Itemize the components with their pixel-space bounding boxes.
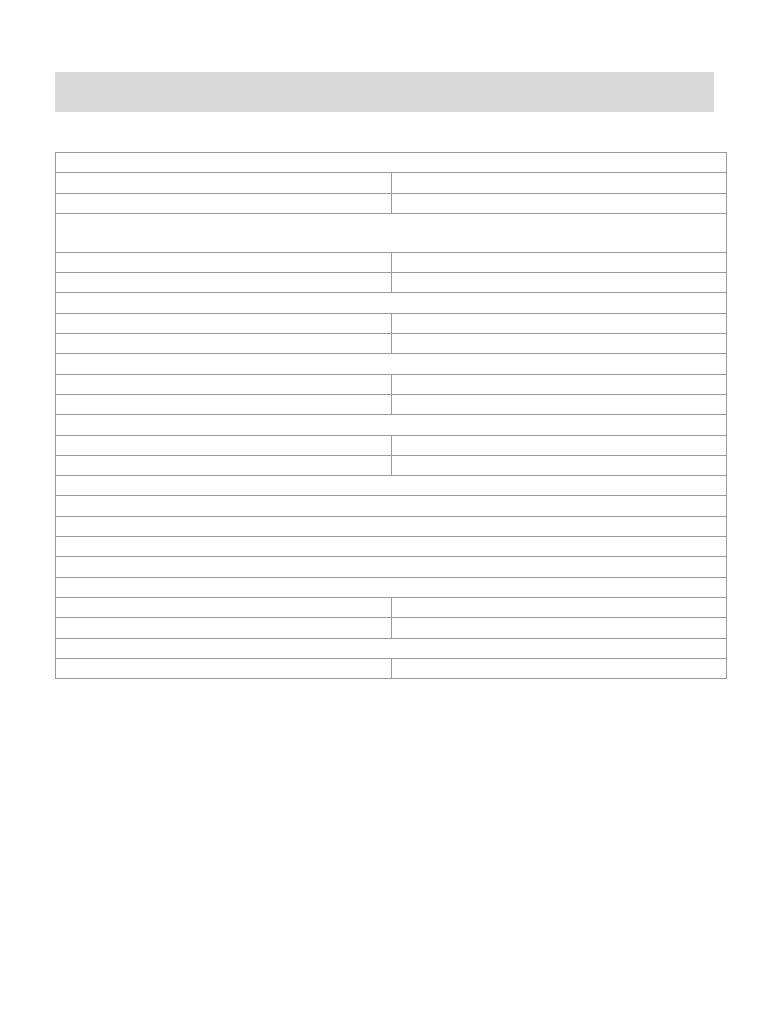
option-row: [56, 496, 727, 516]
question-stem: [56, 638, 727, 658]
option-d[interactable]: [56, 557, 727, 577]
option-a[interactable]: [56, 597, 392, 617]
option-d[interactable]: [391, 193, 727, 213]
option-c[interactable]: [391, 597, 727, 617]
option-c[interactable]: [391, 374, 727, 394]
option-row: [56, 537, 727, 557]
question-row: [56, 293, 727, 313]
question-stem: [56, 354, 727, 374]
option-d[interactable]: [391, 334, 727, 354]
option-c[interactable]: [391, 658, 727, 678]
options-row: [56, 313, 727, 333]
options-row: [56, 455, 727, 475]
question-row: [56, 213, 727, 252]
option-b[interactable]: [56, 516, 727, 536]
option-a[interactable]: [56, 313, 392, 333]
option-a[interactable]: [56, 658, 392, 678]
option-a[interactable]: [56, 173, 392, 193]
options-row: [56, 597, 727, 617]
question-stem: [56, 213, 727, 252]
options-row: [56, 435, 727, 455]
option-b[interactable]: [56, 334, 392, 354]
option-b[interactable]: [56, 394, 392, 414]
question-stem: [56, 415, 727, 435]
option-c[interactable]: [391, 252, 727, 272]
options-row: [56, 334, 727, 354]
document-title-box: [55, 72, 714, 112]
question-stem: [56, 153, 727, 173]
question-stem: [56, 293, 727, 313]
question-row: [56, 577, 727, 597]
options-row: [56, 193, 727, 213]
options-row: [56, 618, 727, 638]
option-d[interactable]: [391, 273, 727, 293]
option-c[interactable]: [391, 313, 727, 333]
question-stem: [56, 476, 727, 496]
option-d[interactable]: [391, 394, 727, 414]
option-b[interactable]: [56, 193, 392, 213]
question-table: [55, 152, 727, 679]
question-row: [56, 638, 727, 658]
option-b[interactable]: [56, 455, 392, 475]
option-a[interactable]: [56, 435, 392, 455]
option-c[interactable]: [391, 435, 727, 455]
options-row: [56, 374, 727, 394]
options-row: [56, 173, 727, 193]
option-b[interactable]: [56, 618, 392, 638]
question-row: [56, 153, 727, 173]
question-row: [56, 354, 727, 374]
option-row: [56, 516, 727, 536]
options-row: [56, 658, 727, 678]
options-row: [56, 273, 727, 293]
option-a[interactable]: [56, 252, 392, 272]
option-a[interactable]: [56, 374, 392, 394]
option-c[interactable]: [391, 173, 727, 193]
option-row: [56, 557, 727, 577]
options-row: [56, 394, 727, 414]
option-a[interactable]: [56, 496, 727, 516]
option-d[interactable]: [391, 455, 727, 475]
question-row: [56, 415, 727, 435]
options-row: [56, 252, 727, 272]
option-c[interactable]: [56, 537, 727, 557]
option-d[interactable]: [391, 618, 727, 638]
question-stem: [56, 577, 727, 597]
question-row: [56, 476, 727, 496]
option-b[interactable]: [56, 273, 392, 293]
